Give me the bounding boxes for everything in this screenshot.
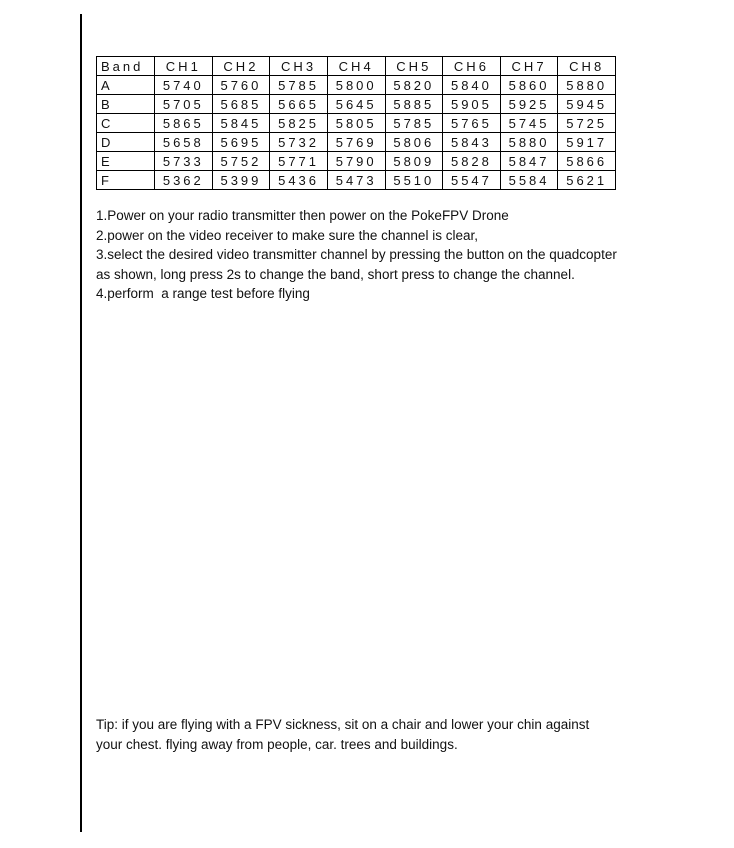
- table-row-band-c: [97, 114, 616, 133]
- freq-cell: 5945: [558, 95, 616, 114]
- freq-cell: 5658: [155, 133, 213, 152]
- freq-cell: 5399: [212, 171, 270, 190]
- freq-cell: 5865: [155, 114, 213, 133]
- freq-cell: 5800: [327, 76, 385, 95]
- header-cell-ch4: CH4: [327, 57, 385, 76]
- freq-cell: 5843: [443, 133, 501, 152]
- freq-cell: 5685: [212, 95, 270, 114]
- band-cell: A: [97, 76, 155, 95]
- freq-cell: 5785: [270, 76, 328, 95]
- freq-cell: 5905: [443, 95, 501, 114]
- freq-cell: 5752: [212, 152, 270, 171]
- freq-cell: 5725: [558, 114, 616, 133]
- freq-cell: 5732: [270, 133, 328, 152]
- header-cell-ch7: CH7: [500, 57, 558, 76]
- freq-cell: 5760: [212, 76, 270, 95]
- freq-cell: 5621: [558, 171, 616, 190]
- freq-cell: 5473: [327, 171, 385, 190]
- channel-frequency-table: [96, 56, 616, 190]
- table-row-band-a: [97, 76, 616, 95]
- freq-cell: 5806: [385, 133, 443, 152]
- instruction-step-3: 3.select the desired video transmitter channel by pressing the button on the quadcopter as shown, long press 2s to change the band, short press to change the channel.: [96, 247, 621, 282]
- header-cell-ch2: CH2: [212, 57, 270, 76]
- freq-cell: 5769: [327, 133, 385, 152]
- freq-cell: 5925: [500, 95, 558, 114]
- freq-cell: 5510: [385, 171, 443, 190]
- freq-cell: 5847: [500, 152, 558, 171]
- freq-cell: 5765: [443, 114, 501, 133]
- table-row-band-b: [97, 95, 616, 114]
- freq-cell: 5740: [155, 76, 213, 95]
- band-cell: C: [97, 114, 155, 133]
- freq-cell: 5745: [500, 114, 558, 133]
- band-cell: B: [97, 95, 155, 114]
- freq-cell: 5695: [212, 133, 270, 152]
- freq-cell: 5866: [558, 152, 616, 171]
- page-edge-line: [80, 14, 82, 832]
- freq-cell: 5771: [270, 152, 328, 171]
- tip-text: Tip: if you are flying with a FPV sickness, sit on a chair and lower your chin against your chest. flying away from people, car. trees and buildings.: [96, 717, 593, 752]
- band-cell: E: [97, 152, 155, 171]
- freq-cell: 5880: [500, 133, 558, 152]
- freq-cell: 5820: [385, 76, 443, 95]
- freq-cell: 5785: [385, 114, 443, 133]
- freq-cell: 5805: [327, 114, 385, 133]
- freq-cell: 5665: [270, 95, 328, 114]
- table-row-band-d: [97, 133, 616, 152]
- freq-cell: 5790: [327, 152, 385, 171]
- freq-cell: 5809: [385, 152, 443, 171]
- instruction-step-2: 2.power on the video receiver to make sure the channel is clear,: [96, 227, 478, 243]
- freq-cell: 5840: [443, 76, 501, 95]
- freq-cell: 5584: [500, 171, 558, 190]
- header-cell-band: Band: [97, 57, 155, 76]
- instruction-step-4: 4.perform a range test before flying: [96, 286, 310, 301]
- table-row-band-f: [97, 171, 616, 190]
- header-cell-ch5: CH5: [385, 57, 443, 76]
- freq-cell: 5845: [212, 114, 270, 133]
- freq-cell: 5825: [270, 114, 328, 133]
- freq-cell: 5547: [443, 171, 501, 190]
- header-cell-ch8: CH8: [558, 57, 616, 76]
- table-row-band-e: [97, 152, 616, 171]
- table-header-row: [97, 57, 616, 76]
- freq-cell: 5362: [155, 171, 213, 190]
- freq-cell: 5917: [558, 133, 616, 152]
- header-cell-ch6: CH6: [443, 57, 501, 76]
- freq-cell: 5860: [500, 76, 558, 95]
- freq-cell: 5885: [385, 95, 443, 114]
- instruction-step-1: 1.Power on your radio transmitter then power on the PokeFPV Drone: [96, 208, 509, 223]
- page-content: [96, 56, 620, 304]
- freq-cell: 5880: [558, 76, 616, 95]
- instructions-list: [96, 206, 621, 304]
- freq-cell: 5645: [327, 95, 385, 114]
- freq-cell: 5436: [270, 171, 328, 190]
- header-cell-ch1: CH1: [155, 57, 213, 76]
- freq-cell: 5828: [443, 152, 501, 171]
- header-cell-ch3: CH3: [270, 57, 328, 76]
- freq-cell: 5705: [155, 95, 213, 114]
- freq-cell: 5733: [155, 152, 213, 171]
- band-cell: F: [97, 171, 155, 190]
- band-cell: D: [97, 133, 155, 152]
